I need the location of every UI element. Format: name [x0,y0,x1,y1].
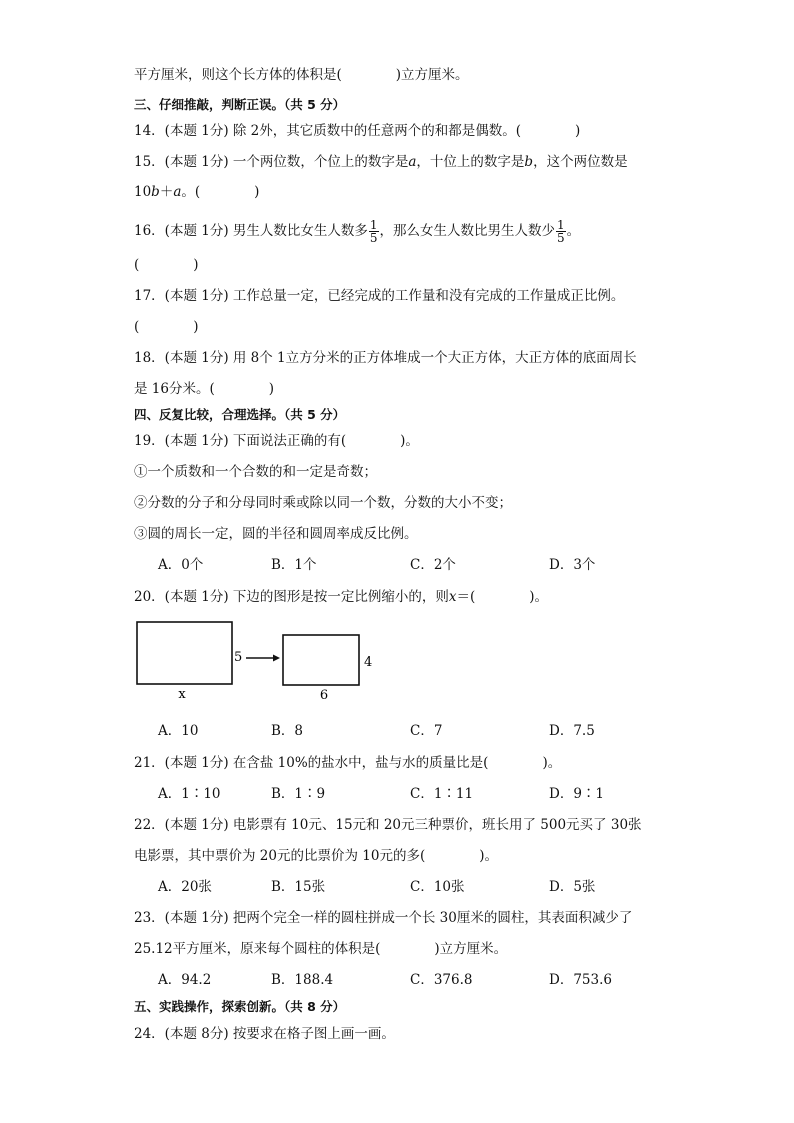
large-rectangle [137,622,232,684]
question-16-line-2: ( ) [134,257,199,273]
q23-option-b: B．188.4 [271,972,334,988]
question-15-line-1: 15．(本题 1分) 一个两位数，个位上的数字是𝑎，十位上的数字是𝑏，这个两位数是 [134,154,628,170]
q20-option-d: D．7.5 [549,723,595,739]
q23-option-c: C．376.8 [410,972,473,988]
question-17-line-2: ( ) [134,319,199,335]
fraction-numerator: 1 [369,218,378,232]
q19-option-d: D．3个 [549,557,596,573]
question-15-line-2: 10𝑏＋𝑎。( ) [134,184,260,200]
q22-option-c: C．10张 [410,879,465,895]
q22-option-a: A．20张 [158,879,212,895]
question-16-text-c: 。 [566,223,581,239]
question-23-line-1: 23．(本题 1分) 把两个完全一样的圆柱拼成一个长 30厘米的圆柱，其表面积减少了 [134,910,633,926]
fraction-denominator: 5 [557,231,565,245]
q21-option-c: C．1∶11 [410,786,474,802]
small-rectangle-bottom-label: 6 [319,688,329,703]
small-rectangle [283,635,359,685]
question-22-line-1: 22．(本题 1分) 电影票有 10元、15元和 20元三种票价，班长用了 500元买了 30张 [134,817,642,833]
q21-option-b: B．1∶9 [271,786,326,802]
q20-option-a: A．10 [158,723,199,739]
fraction-one-fifth [369,219,379,244]
section-5-heading: 五、实践操作，探索创新。（共 8 分） [134,999,346,1014]
section-3-heading: 三、仔细推敲，判断正误。（共 5 分） [134,97,346,112]
small-rectangle-side-label: 4 [364,655,373,670]
q23-option-d: D．753.6 [549,972,612,988]
question-18-line-2: 是 16分米。( ) [134,381,275,397]
question-14: 14．(本题 1分) 除 2外，其它质数中的任意两个的和都是偶数。( ) [134,123,581,139]
fraction-numerator: 1 [557,218,565,232]
q23-option-a: A．94.2 [158,972,212,988]
question-13-continuation: 平方厘米，则这个长方体的体积是( )立方厘米。 [134,67,469,83]
q19-option-b: B．1个 [271,557,317,573]
q19-option-a: A．0个 [158,557,204,573]
question-19: 19．(本题 1分) 下面说法正确的有( )。 [134,433,419,449]
question-16-text-b: ，那么女生人数比男生人数少 [379,223,556,239]
scale-figure [130,616,390,706]
question-20: 20．(本题 1分) 下边的图形是按一定比例缩小的，则𝑥＝( )。 [134,589,549,605]
question-19-statement-1: ①一个质数和一个合数的和一定是奇数； [134,464,377,480]
question-19-statement-3: ③圆的周长一定，圆的半径和圆周率成反比例。 [134,526,418,542]
question-22-line-2: 电影票，其中票价为 20元的比票价为 10元的多( )。 [134,848,498,864]
q20-option-b: B．8 [271,723,304,739]
large-rectangle-bottom-label: x [178,687,186,702]
arrow-head-icon [273,655,280,662]
q21-option-a: A．1∶10 [158,786,221,802]
question-17-line-1: 17．(本题 1分) 工作总量一定，已经完成的工作量和没有完成的工作量成正比例。 [134,288,625,304]
fraction-denominator: 5 [369,231,378,245]
q22-option-b: B．15张 [271,879,326,895]
section-4-heading: 四、反复比较，合理选择。（共 5 分） [134,407,346,422]
q21-option-d: D．9∶1 [549,786,605,802]
question-16-line-1 [134,219,580,244]
question-23-line-2: 25.12平方厘米，原来每个圆柱的体积是( )立方厘米。 [134,941,508,957]
large-rectangle-side-label: 5 [234,650,243,665]
question-19-statement-2: ②分数的分子和分母同时乘或除以同一个数，分数的大小不变； [134,495,512,511]
fraction-one-fifth [556,219,566,244]
question-16-text-a: 16．(本题 1分) 男生人数比女生人数多 [134,223,368,239]
question-18-line-1: 18．(本题 1分) 用 8个 1立方分米的正方体堆成一个大正方体，大正方体的底面周长 [134,350,637,366]
question-21: 21．(本题 1分) 在含盐 10%的盐水中，盐与水的质量比是( )。 [134,755,562,771]
q20-option-c: C．7 [410,723,443,739]
q22-option-d: D．5张 [549,879,596,895]
question-24: 24．(本题 8分) 按要求在格子图上画一画。 [134,1026,395,1042]
q19-option-c: C．2个 [410,557,456,573]
